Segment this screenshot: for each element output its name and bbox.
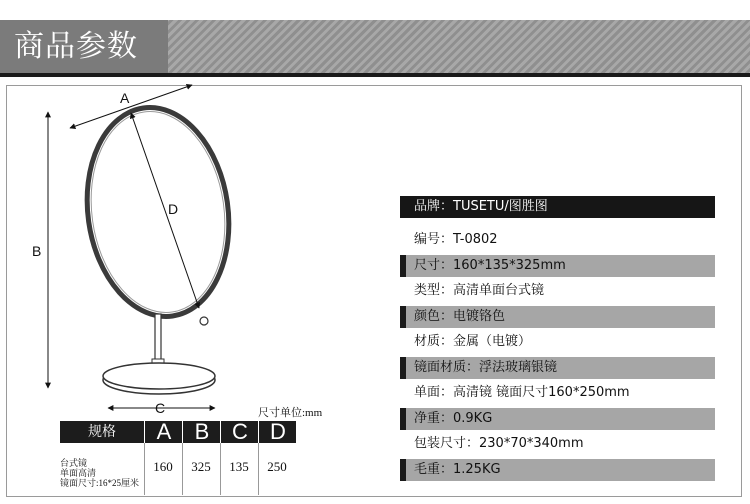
info-row: 类型：高清单面台式镜 (414, 283, 545, 298)
mirror-shape (74, 98, 242, 394)
spec-table-body (60, 443, 296, 495)
spec-value-d: 250 (267, 459, 287, 474)
spec-header-label: 规格 (88, 424, 116, 440)
info-row: 毛重：1.25KG (400, 459, 715, 481)
info-row: 包装尺寸：230*70*340mm (414, 436, 584, 451)
info-row: 材质：金属（电镀） (414, 334, 532, 349)
dimension-d-label: D (168, 201, 179, 217)
spec-value-b: 325 (191, 459, 211, 474)
info-row: 编号：T-0802 (414, 232, 498, 247)
info-row: 颜色：电镀铬色 (400, 306, 715, 328)
spec-col-c: C (220, 421, 259, 443)
info-row: 净重：0.9KG (400, 408, 715, 430)
spec-value-c: 135 (229, 459, 249, 474)
info-row: 尺寸：160*135*325mm (400, 255, 715, 277)
dimension-b-label: B (32, 243, 42, 259)
spec-description (60, 458, 150, 488)
dimension-a-label: A (120, 90, 130, 106)
spec-desc-line: 镜面尺寸:16*25厘米 (60, 478, 140, 488)
dimension-c-label: C (155, 400, 166, 416)
spec-col-b: B (182, 421, 221, 443)
unit-note: 尺寸单位:mm (258, 407, 323, 419)
info-row: 镜面材质：浮法玻璃银镜 (400, 357, 715, 379)
spec-col-a: A (144, 421, 183, 443)
info-row: 单面：高清镜 镜面尺寸160*250mm (414, 385, 630, 400)
page-title: 商品参数 (0, 20, 168, 73)
spec-value-a: 160 (153, 459, 173, 474)
spec-desc-line: 单面高清 (60, 468, 97, 478)
spec-desc-line: 台式镜 (60, 458, 88, 468)
brand-row: 品牌：TUSETU/图胜图 (400, 196, 715, 218)
spec-table-header (60, 421, 296, 443)
spec-col-d: D (258, 421, 297, 443)
